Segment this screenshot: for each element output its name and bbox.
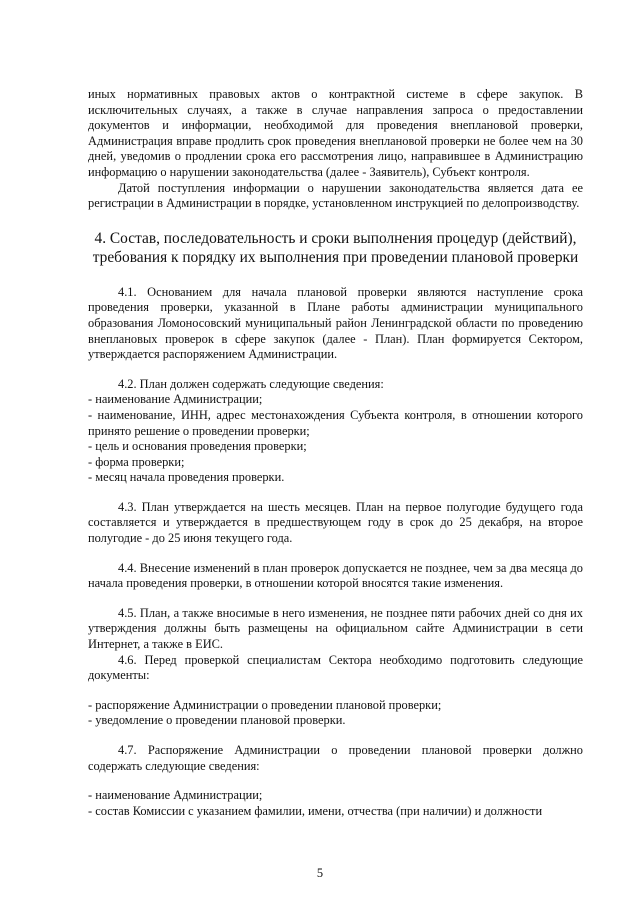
item-4-6-list xyxy=(88,698,583,729)
item-4-4: 4.4. Внесение изменений в план проверок допускается не позднее, чем за два месяца до начала проведения проверки, в отношении которой вносятся такие изменения. xyxy=(88,560,583,591)
paragraph-continuation: иных нормативных правовых актов о контрактной системе в сфере закупок. В исключительных случаях, а также в случае направления запроса о предоставлении документов и информации, необходимой для проведения внеплановой проверки, Администрация вправе продлить срок проведения внеплановой проверки не более чем на 30 дней, уведомив о продлении срока его рассмотрения лицо, направившее в Администрацию информацию о нарушении законодательства (далее - Заявитель), Субъект контроля. xyxy=(88,87,583,179)
page-number: 5 xyxy=(316,866,324,880)
list-item: - наименование Администрации; xyxy=(88,392,263,407)
list-item: - состав Комиссии с указанием фамилии, имени, отчества (при наличии) и должности xyxy=(88,803,543,818)
list-item: - цель и основания проведения проверки; xyxy=(88,439,307,454)
item-4-2-list xyxy=(88,392,583,486)
paragraph-registration-date: Датой поступления информации о нарушении законодательства является дата ее регистрации в Администрации в порядке, установленном инструкцией по делопроизводству. xyxy=(88,180,583,211)
list-item: - наименование, ИНН, адрес местонахождения Субъекта контроля, в отношении которого принято решение о проведении проверки; xyxy=(88,407,583,438)
item-4-6: 4.6. Перед проверкой специалистам Сектора необходимо подготовить следующие документы: xyxy=(88,652,583,683)
list-item: - наименование Администрации; xyxy=(88,788,263,803)
list-item: - уведомление о проведении плановой проверки. xyxy=(88,713,346,728)
item-4-7-list xyxy=(88,788,583,819)
section-heading: 4. Состав, последовательность и сроки выполнения процедур (действий), требования к порядку их выполнения при проведении плановой проверки xyxy=(92,229,579,266)
list-item: - распоряжение Администрации о проведении плановой проверки; xyxy=(88,697,442,712)
item-4-1: 4.1. Основанием для начала плановой проверки являются наступление срока проведения проверки, указанной в Плане работы администрации муниципального образования Ломоносовский муниципальный район Ленинградской области по проведению внеплановых проверок в сфере закупок (далее - План). План формируется Сектором, утверждается распоряжением Администрации. xyxy=(88,284,583,362)
item-4-5: 4.5. План, а также вносимые в него изменения, не позднее пяти рабочих дней со дня их утверждения должны быть размещены на официальном сайте Администрации в сети Интернет, а также в ЕИС. xyxy=(88,605,583,652)
list-item: - месяц начала проведения проверки. xyxy=(88,470,285,485)
item-4-3: 4.3. План утверждается на шесть месяцев. План на первое полугодие будущего года составляется и утверждается в предшествующем году в срок до 25 декабря, на второе полугодие - до 25 июня текущего года. xyxy=(88,499,583,546)
list-item: - форма проверки; xyxy=(88,454,185,469)
item-4-7: 4.7. Распоряжение Администрации о проведении плановой проверки должно содержать следующие сведения: xyxy=(88,743,583,773)
item-4-2: 4.2. План должен содержать следующие сведения: xyxy=(118,376,384,391)
